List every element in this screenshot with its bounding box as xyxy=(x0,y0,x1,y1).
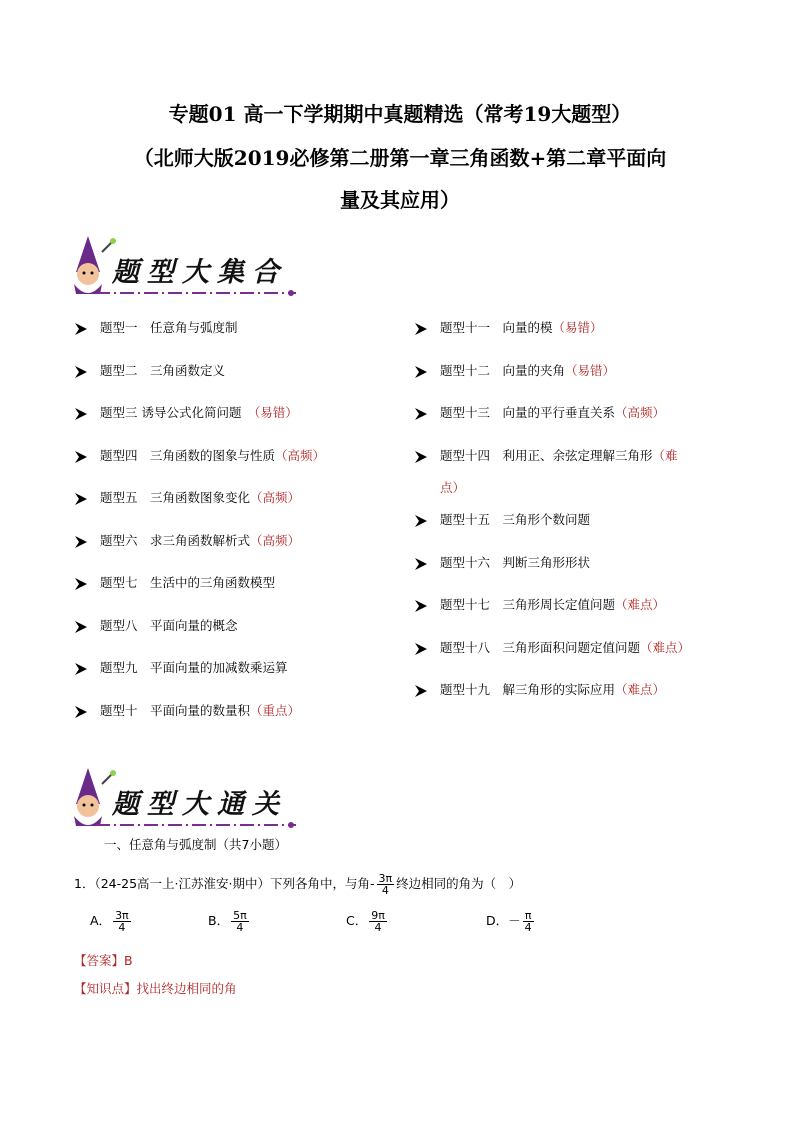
item-tag: （难 xyxy=(652,447,678,463)
question-suffix: 终边相同的角为（ ） xyxy=(396,876,522,891)
arrowhead-icon xyxy=(74,535,88,549)
item-label: 题型十四 利用正、余弦定理解三角形 xyxy=(440,447,653,463)
item-tag: （高频） xyxy=(275,447,326,463)
item-label: 题型十九 解三角形的实际应用 xyxy=(440,682,616,697)
arrowhead-icon xyxy=(414,557,428,571)
arrowhead-icon xyxy=(74,450,88,464)
item-label: 题型五 三角函数图象变化 xyxy=(100,490,251,505)
arrowhead-icon xyxy=(414,642,428,656)
arrowhead-icon xyxy=(414,684,428,698)
arrowhead-icon xyxy=(74,662,88,676)
item-tag: （高频） xyxy=(615,405,666,420)
item-label: 题型六 求三角函数解析式 xyxy=(100,532,251,548)
question-1: 1．（24-25高一上·江苏淮安·期中）下列各角中，与角- $\frac{3\pi}{4}$ 终边相同的角为（ ） xyxy=(74,872,522,897)
wizard-mascot-icon xyxy=(66,232,116,294)
banner-underline xyxy=(96,820,296,830)
arrowhead-icon xyxy=(414,514,428,528)
section-heading: 一、任意角与弧度制（共7小题） xyxy=(104,837,287,852)
item-label: 题型七 生活中的三角函数模型 xyxy=(100,575,276,590)
item-tag: （难点） xyxy=(615,597,666,612)
item-label: 题型十八 三角形面积问题定值问题 xyxy=(440,639,641,655)
item-tag: （易错） xyxy=(565,362,616,378)
answer-label: 【答案】B xyxy=(74,953,133,968)
arrowhead-icon xyxy=(414,322,428,336)
arrowhead-icon xyxy=(414,450,428,464)
item-label: 题型三 诱导公式化简问题 xyxy=(100,405,254,420)
item-label: 题型十六 判断三角形形状 xyxy=(440,554,591,570)
banner-title: 题型大集合 xyxy=(112,257,287,288)
item-tag: （重点） xyxy=(250,702,301,718)
item-tag: （难点） xyxy=(615,682,666,697)
arrowhead-icon xyxy=(74,577,88,591)
item-label: 题型十五 三角形个数问题 xyxy=(440,512,591,527)
arrowhead-icon xyxy=(74,365,88,379)
title-line-2: （北师大版2019必修第二册第一章三角函数+第二章平面向 xyxy=(133,146,667,170)
arrowhead-icon xyxy=(414,365,428,379)
item-label: 题型十 平面向量的数量积 xyxy=(100,702,251,718)
item-label: 题型四 三角函数的图象与性质 xyxy=(100,447,276,463)
item-label: 题型二 三角函数定义 xyxy=(100,362,226,378)
title-line-3: 量及其应用） xyxy=(340,188,460,212)
wizard-mascot-icon xyxy=(66,764,116,826)
item-tag: （难点） xyxy=(640,639,691,655)
item-label: 题型十一 向量的模 xyxy=(440,320,553,335)
banner-question-types xyxy=(66,232,296,298)
arrowhead-icon xyxy=(74,705,88,719)
question-number: 1． xyxy=(74,876,95,891)
item-tag: （易错） xyxy=(253,405,298,420)
banner-practice xyxy=(66,764,296,830)
item-tag: （高频） xyxy=(250,532,301,548)
option-c: C． $\frac{9\pi}{4}$ xyxy=(346,909,385,934)
option-b: B． $\frac{5\pi}{4}$ xyxy=(208,909,247,934)
arrowhead-icon xyxy=(74,620,88,634)
item-label: 题型一 任意角与弧度制 xyxy=(100,320,238,335)
item-label: 题型十二 向量的夹角 xyxy=(440,362,566,378)
arrowhead-icon xyxy=(74,407,88,421)
item-tag: （高频） xyxy=(250,490,301,505)
item-label: 题型十三 向量的平行垂直关系 xyxy=(440,405,616,420)
option-a: A． $\frac{3\pi}{4}$ xyxy=(90,909,129,934)
arrowhead-icon xyxy=(74,492,88,506)
arrowhead-icon xyxy=(74,322,88,336)
item-tag: （易错） xyxy=(552,320,603,335)
banner-underline xyxy=(96,288,296,298)
question-prefix: （24-25高一上·江苏淮安·期中）下列各角中，与角 xyxy=(94,876,370,891)
knowledge-point-label: 【知识点】找出终边相同的角 xyxy=(74,981,237,996)
option-d: D．－ $\frac{\pi}{4}$ xyxy=(486,909,532,934)
item-label: 题型十七 三角形周长定值问题 xyxy=(440,597,616,612)
item-label: 题型九 平面向量的加减数乘运算 xyxy=(100,660,288,675)
banner-title: 题型大通关 xyxy=(112,789,287,820)
item-label: 题型八 平面向量的概念 xyxy=(100,617,238,633)
title-line-1: 专题01 高一下学期期中真题精选（常考19大题型） xyxy=(168,102,632,126)
arrowhead-icon xyxy=(414,599,428,613)
item-tag-continued: 点） xyxy=(440,479,466,495)
arrowhead-icon xyxy=(414,407,428,421)
question-angle-fraction: $\frac{3\pi}{4}$ xyxy=(378,872,393,897)
